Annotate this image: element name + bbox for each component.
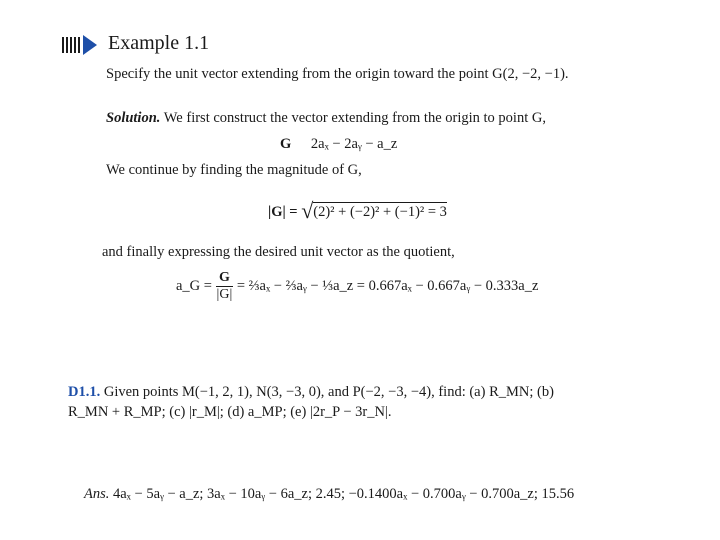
solution-line [106,110,546,127]
example-problem: Specify the unit vector extending from the origin toward the point G(2, −2, −1). [106,66,569,82]
unit-vector-equation [176,270,538,303]
drill-label: D1.1. [68,384,101,400]
equation-g-rhs: 2aₓ − 2aᵧ − a_z [310,136,398,152]
unit-lhs: a_G = [176,278,212,294]
example-title: Example 1.1 [108,32,210,54]
unit-fraction [216,270,233,303]
answer-line [84,486,574,503]
continue-text: We continue by finding the magnitude of G, [106,162,362,178]
equation-g [280,136,397,153]
unit-rhs: = ⅔aₓ − ⅔aᵧ − ⅓a_z = 0.667aₓ − 0.667aᵧ − 0.333a_z [236,278,539,294]
unit-frac-den: |G| [216,287,233,302]
drill-text-1: Given points M(−1, 2, 1), N(3, −3, 0), and P(−2, −3, −4), find: (a) R_MN; (b) [103,384,554,400]
magnitude-equation [268,198,447,224]
final-text: and finally expressing the desired unit vector as the quotient, [102,244,455,260]
magnitude-rhs: (2)² + (−2)² + (−1)² = 3 [313,204,447,220]
answer-text: 4aₓ − 5aᵧ − a_z; 3aₓ − 10aᵧ − 6a_z; 2.45; −0.1400aₓ − 0.700aᵧ − 0.700a_z; 15.56 [113,486,575,502]
magnitude-lhs: |G| = [268,204,298,220]
example-marker-icon [62,35,97,55]
equation-g-lhs: G [280,136,292,152]
answer-label: Ans. [84,486,110,502]
sqrt-icon: √ [301,198,314,223]
drill-line-1 [68,384,554,401]
solution-text: We first construct the vector extending from the origin to point G, [163,110,546,126]
solution-label: Solution. [106,110,161,126]
unit-frac-num: G [216,270,233,287]
drill-line-2: R_MN + R_MP; (c) |r_M|; (d) a_MP; (e) |2r_P − 3r_N|. [68,404,392,420]
